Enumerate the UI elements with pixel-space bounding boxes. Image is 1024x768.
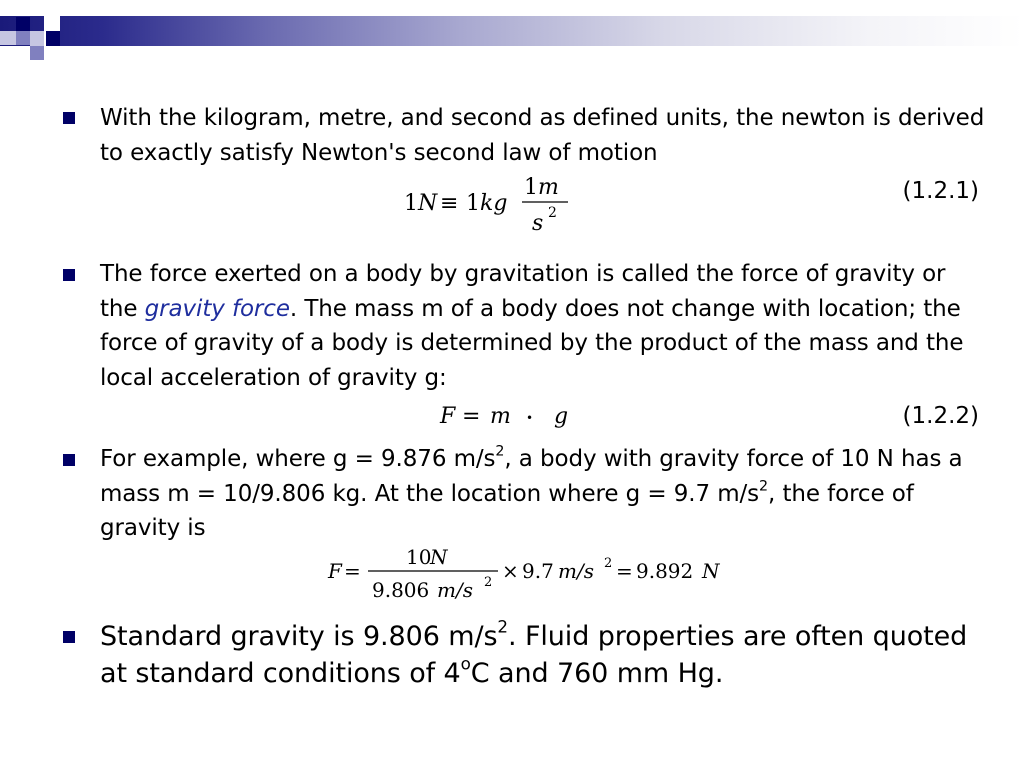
formula-term: 2 (604, 556, 613, 571)
formula-term: 9.7 (522, 559, 554, 583)
header-square-light (0, 31, 16, 45)
formula-term: m/s (558, 559, 594, 583)
formula-term: 10 (406, 545, 432, 569)
formula-term: s (532, 211, 544, 236)
formula-term: kg (480, 191, 508, 216)
bullet-2-body-cont: . The mass m of a body does not change with location; the force of gravity of a body is determined by the product of the mass and the local acceleration of gravity g: (100, 295, 964, 391)
bullet-4-body-end: C and 760 mm Hg. (470, 658, 724, 689)
header-square-mid (30, 46, 44, 60)
bullet-2-text (100, 257, 990, 395)
header-square-navy (16, 17, 30, 31)
formula-term: = (344, 559, 361, 583)
formula-1-2-2 (436, 398, 576, 432)
formula-term: 9.806 (372, 578, 430, 602)
formula-1-2-1 (400, 172, 580, 238)
formula-term: m (538, 175, 559, 200)
formula-term: N (418, 191, 438, 216)
bullet-3-body-end: , the force of gravity is (100, 480, 914, 541)
header-square-navy (46, 31, 60, 46)
formula-term: = (462, 404, 481, 429)
bullet-4-body: Standard gravity is 9.806 m/s (100, 621, 498, 652)
formula-term: m/s (437, 578, 473, 602)
bullet-marker (63, 454, 75, 466)
bullet-3-body-cont: , a body with gravity force of 10 N has a mass m = 10/9.806 kg. At the location where g = 9.7 m/s (100, 446, 963, 507)
formula-term: 1 (524, 175, 538, 200)
bullet-1-body: With the kilogram, metre, and second as defined units, the newton is derived to exactly satisfy Newton's second law of motion (100, 105, 985, 166)
header-square-mid (16, 31, 30, 45)
bullet-marker (63, 269, 75, 281)
formula-term: • (526, 411, 534, 425)
header-square-light (30, 31, 44, 46)
bullet-marker (63, 112, 75, 124)
bullet-2-body: The force exerted on a body by gravitation is called the force of gravity or the (100, 261, 946, 322)
formula-term: 2 (484, 575, 493, 590)
equation-number: (1.2.1) (902, 178, 979, 204)
bullet-4-body-cont: . Fluid properties are often quoted at standard conditions of 4 (100, 621, 968, 689)
gravity-force-term: gravity force (144, 295, 290, 322)
formula-term: × (502, 559, 519, 583)
equation-number: (1.2.2) (902, 403, 979, 429)
bullet-3-text (100, 442, 990, 546)
formula-term: F (328, 559, 342, 583)
formula-term: 2 (548, 205, 557, 221)
superscript: o (460, 653, 471, 674)
formula-term: ≡ (440, 191, 459, 216)
formula-term: N (430, 545, 448, 569)
superscript: 2 (497, 616, 508, 637)
bullet-4-text (100, 618, 990, 692)
formula-term: N (702, 559, 720, 583)
formula-term: 9.892 (636, 559, 694, 583)
formula-term: = (616, 559, 633, 583)
superscript: 2 (759, 477, 769, 494)
formula-term: F (440, 404, 456, 429)
formula-gravity-example (322, 540, 732, 606)
bullet-3-body: For example, where g = 9.876 m/s (100, 446, 496, 472)
header-bar (0, 16, 1024, 46)
formula-term: m (490, 404, 511, 429)
formula-term: 1 (466, 191, 480, 216)
bullet-marker (63, 631, 75, 643)
formula-term: 1 (404, 191, 418, 216)
bullet-1-text (100, 101, 990, 170)
formula-term: g (554, 404, 569, 429)
superscript: 2 (495, 443, 505, 460)
